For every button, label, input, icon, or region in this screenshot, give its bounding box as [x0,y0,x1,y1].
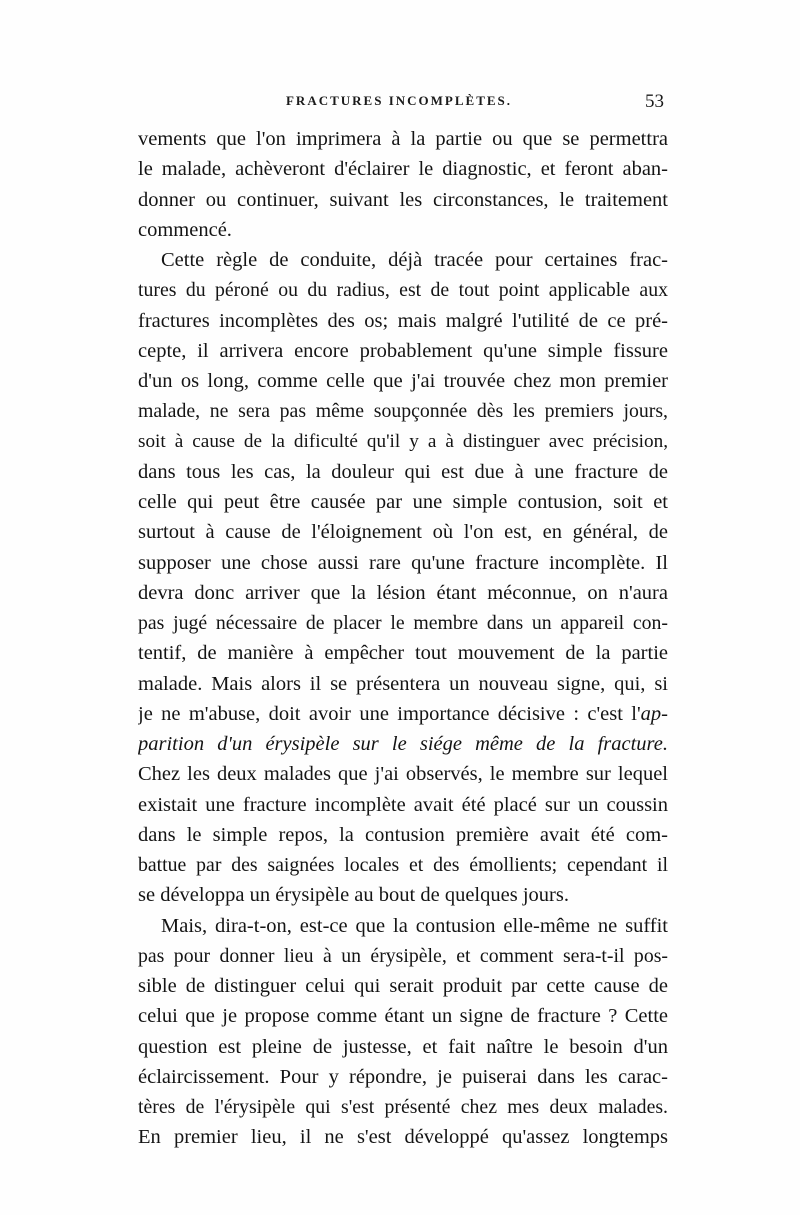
text-line: question est pleine de justesse, et fait naître le besoin d'un [138,1035,668,1058]
text-line: existait une fracture incomplète avait été placé sur un coussin [138,793,668,816]
text-line: sible de distinguer celui qui serait produit par cette cause de [138,975,668,997]
text-line: donner ou continuer, suivant les circonstances, le traitement [138,188,668,211]
page-number: 53 [645,91,664,112]
running-head [138,91,664,119]
text-line: se développa un érysipèle au bout de quelques jours. [138,884,569,907]
text-line: celui que je propose comme étant un signe de fracture ? Cette [138,1005,668,1028]
text-line: surtout à cause de l'éloignement où l'on est, en général, de [138,521,668,544]
text-line: En premier lieu, il ne s'est développé qu'assez longtemps [138,1126,668,1149]
italic-line: parition d'un érysipèle sur le siége même de la fracture. [138,733,668,755]
paragraph-first-line: Mais, dira-t-on, est-ce que la contusion elle-même ne suffit [161,914,668,937]
text-line: pas pour donner lieu à un érysipèle, et comment sera-t-il pos- [138,944,668,967]
text-line: dans tous les cas, la douleur qui est due à une fracture de [138,460,668,483]
text-segment: je ne m'abuse, doit avoir une importance décisive : c'est l' [138,702,641,725]
text-line: soit à cause de la dificulté qu'il y a à distinguer avec précision, [138,430,668,452]
text-line: celle qui peut être causée par une simple contusion, soit et [138,491,668,513]
text-line: tentif, de manière à empêcher tout mouvement de la partie [138,642,668,665]
text-line: Chez les deux malades que j'ai observés, le membre sur lequel [138,763,668,786]
text-line: malade, ne sera pas même soupçonnée dès les premiers jours, [138,400,668,423]
paragraph-first-line: Cette règle de conduite, déjà tracée pour certaines frac- [161,249,668,271]
text-line: devra donc arriver que la lésion étant méconnue, on n'aura [138,581,668,604]
text-line: d'un os long, comme celle que j'ai trouvée chez mon premier [138,370,668,392]
text-line: vements que l'on imprimera à la partie ou que se permettra [138,128,668,150]
running-title: FRACTURES INCOMPLÈTES. [285,93,513,108]
text-line: le malade, achèveront d'éclairer le diagnostic, et feront aban- [138,158,668,181]
text-line: tères de l'érysipèle qui s'est présenté chez mes deux malades. [138,1096,668,1118]
text-line: cepte, il arrivera encore probablement qu'une simple fissure [138,339,668,362]
text-line: commencé. [138,218,232,241]
text-line [138,699,668,729]
text-line: fractures incomplètes des os; mais malgré l'utilité de ce pré- [138,309,668,332]
text-line: dans le simple repos, la contusion première avait été com- [138,823,668,846]
text-line: malade. Mais alors il se présentera un nouveau signe, qui, si [138,672,668,695]
text-line: battue par des saignées locales et des émollients; cependant il [138,854,668,876]
body-text [138,124,668,1153]
text-line: pas jugé nécessaire de placer le membre dans un appareil con- [138,612,668,634]
text-line: tures du péroné ou du radius, est de tout point applicable aux [138,279,668,302]
italic-segment: ap- [640,702,668,725]
text-line: éclaircissement. Pour y répondre, je puiserai dans les carac- [138,1065,668,1088]
text-line: supposer une chose aussi rare qu'une fracture incomplète. Il [138,551,668,574]
